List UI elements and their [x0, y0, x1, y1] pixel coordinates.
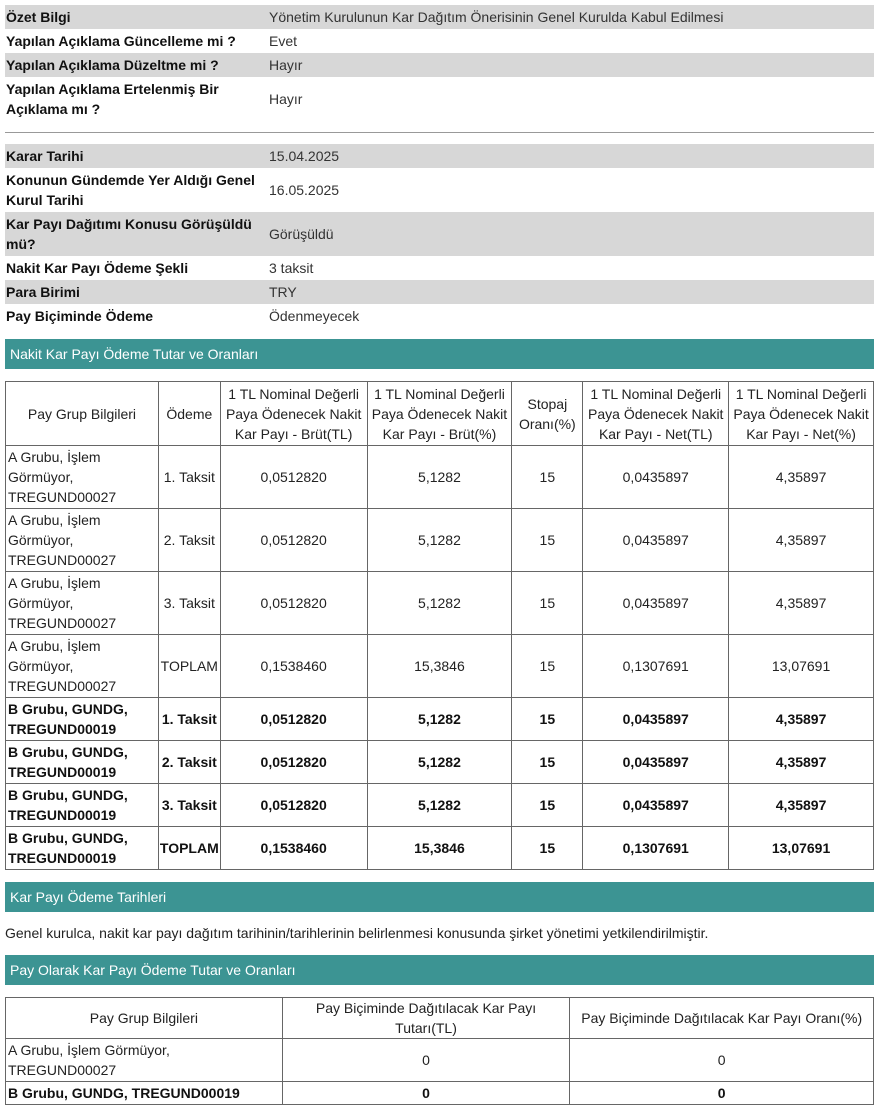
net-tl-cell: 0,0435897 — [583, 698, 729, 741]
details-label: Para Birimi — [6, 284, 80, 300]
net-tl-cell: 0,0435897 — [583, 446, 729, 509]
details-value: Ödenmeyecek — [269, 308, 360, 324]
withholding-cell: 15 — [512, 446, 583, 509]
withholding-cell: 15 — [512, 698, 583, 741]
details-label: Karar Tarihi — [6, 148, 84, 164]
gross-pct-cell: 5,1282 — [367, 784, 512, 827]
details-row — [5, 212, 874, 256]
summary-value: Hayır — [269, 91, 303, 107]
group-cell: A Grubu, İşlem Görmüyor, TREGUND00027 — [6, 1039, 283, 1082]
withholding-cell: 15 — [512, 784, 583, 827]
summary-row — [5, 53, 874, 77]
gross-pct-cell: 5,1282 — [367, 698, 512, 741]
table-row — [6, 784, 874, 827]
group-cell: B Grubu, GUNDG, TREGUND00019 — [6, 827, 159, 870]
payment-cell: 1. Taksit — [158, 698, 220, 741]
payment-cell: 3. Taksit — [158, 572, 220, 635]
dates-section-title: Kar Payı Ödeme Tarihleri — [5, 882, 874, 912]
gross-tl-cell: 0,0512820 — [220, 509, 367, 572]
group-cell: A Grubu, İşlem Görmüyor, TREGUND00027 — [6, 572, 159, 635]
payment-cell: 3. Taksit — [158, 784, 220, 827]
net-pct-cell: 4,35897 — [729, 509, 874, 572]
amount-cell: 0 — [282, 1082, 570, 1105]
gross-pct-cell: 15,3846 — [367, 635, 512, 698]
summary-value: Yönetim Kurulunun Kar Dağıtım Önerisinin Genel Kurulda Kabul Edilmesi — [269, 9, 724, 25]
summary-label: Yapılan Açıklama Ertelenmiş Bir Açıklama mı ? — [6, 81, 219, 117]
summary-label: Yapılan Açıklama Düzeltme mi ? — [6, 57, 219, 73]
group-cell: B Grubu, GUNDG, TREGUND00019 — [6, 784, 159, 827]
payment-cell: TOPLAM — [158, 635, 220, 698]
withholding-cell: 15 — [512, 635, 583, 698]
gross-pct-cell: 5,1282 — [367, 509, 512, 572]
rate-cell: 0 — [570, 1039, 874, 1082]
net-tl-cell: 0,1307691 — [583, 827, 729, 870]
table-header-row — [6, 382, 874, 446]
table-header-row — [6, 998, 874, 1039]
dates-note: Genel kurulca, nakit kar payı dağıtım tarihinin/tarihlerinin belirlenmesi konusunda şirket yönetimi yetkilendirilmiştir. — [5, 925, 709, 941]
column-header: Stopaj Oranı(%) — [512, 382, 583, 446]
payment-cell: TOPLAM — [158, 827, 220, 870]
withholding-cell: 15 — [512, 572, 583, 635]
details-value: 15.04.2025 — [269, 148, 340, 164]
cash-section-title: Nakit Kar Payı Ödeme Tutar ve Oranları — [5, 339, 874, 369]
gross-pct-cell: 5,1282 — [367, 741, 512, 784]
summary-label: Özet Bilgi — [6, 9, 71, 25]
column-header: Pay Biçiminde Dağıtılacak Kar Payı Oranı(%) — [570, 998, 874, 1039]
gross-pct-cell: 5,1282 — [367, 446, 512, 509]
table-row — [6, 572, 874, 635]
share-section-title: Pay Olarak Kar Payı Ödeme Tutar ve Oranları — [5, 955, 874, 985]
gross-tl-cell: 0,0512820 — [220, 741, 367, 784]
withholding-cell: 15 — [512, 827, 583, 870]
net-pct-cell: 13,07691 — [729, 827, 874, 870]
gross-tl-cell: 0,0512820 — [220, 446, 367, 509]
gross-tl-cell: 0,0512820 — [220, 784, 367, 827]
group-cell: B Grubu, GUNDG, TREGUND00019 — [6, 1082, 283, 1105]
net-pct-cell: 4,35897 — [729, 741, 874, 784]
gross-tl-cell: 0,1538460 — [220, 635, 367, 698]
summary-row — [5, 29, 874, 53]
section-divider — [5, 132, 874, 133]
details-value: Görüşüldü — [269, 226, 334, 242]
net-pct-cell: 4,35897 — [729, 446, 874, 509]
summary-value: Evet — [269, 33, 298, 49]
table-row — [6, 1039, 874, 1082]
net-pct-cell: 4,35897 — [729, 698, 874, 741]
group-cell: A Grubu, İşlem Görmüyor, TREGUND00027 — [6, 446, 159, 509]
share-dividend-table — [5, 997, 874, 1105]
table-row — [6, 635, 874, 698]
details-label: Kar Payı Dağıtımı Konusu Görüşüldü mü? — [6, 216, 252, 252]
withholding-cell: 15 — [512, 741, 583, 784]
group-cell: B Grubu, GUNDG, TREGUND00019 — [6, 741, 159, 784]
column-header: 1 TL Nominal Değerli Paya Ödenecek Nakit Kar Payı - Brüt(TL) — [220, 382, 367, 446]
group-cell: A Grubu, İşlem Görmüyor, TREGUND00027 — [6, 509, 159, 572]
table-row — [6, 1082, 874, 1105]
details-row — [5, 256, 874, 280]
column-header: Pay Biçiminde Dağıtılacak Kar Payı Tutarı(TL) — [282, 998, 570, 1039]
net-pct-cell: 4,35897 — [729, 572, 874, 635]
column-header: Pay Grup Bilgileri — [6, 998, 283, 1039]
payment-cell: 2. Taksit — [158, 741, 220, 784]
gross-pct-cell: 15,3846 — [367, 827, 512, 870]
net-tl-cell: 0,0435897 — [583, 572, 729, 635]
column-header: 1 TL Nominal Değerli Paya Ödenecek Nakit Kar Payı - Brüt(%) — [367, 382, 512, 446]
details-value: 3 taksit — [269, 260, 314, 276]
details-value: TRY — [269, 284, 297, 300]
summary-value: Hayır — [269, 57, 303, 73]
details-label: Konunun Gündemde Yer Aldığı Genel Kurul Tarihi — [6, 172, 255, 208]
column-header: 1 TL Nominal Değerli Paya Ödenecek Nakit Kar Payı - Net(TL) — [583, 382, 729, 446]
column-header: Ödeme — [158, 382, 220, 446]
details-value: 16.05.2025 — [269, 182, 340, 198]
details-row — [5, 168, 874, 212]
group-cell: A Grubu, İşlem Görmüyor, TREGUND00027 — [6, 635, 159, 698]
gross-tl-cell: 0,0512820 — [220, 572, 367, 635]
summary-row — [5, 5, 874, 29]
net-pct-cell: 4,35897 — [729, 784, 874, 827]
details-table — [5, 144, 874, 328]
table-row — [6, 827, 874, 870]
details-row — [5, 304, 874, 328]
details-row — [5, 280, 874, 304]
details-label: Pay Biçiminde Ödeme — [6, 308, 154, 324]
payment-cell: 2. Taksit — [158, 509, 220, 572]
details-row — [5, 144, 874, 168]
gross-pct-cell: 5,1282 — [367, 572, 512, 635]
table-row — [6, 741, 874, 784]
net-tl-cell: 0,1307691 — [583, 635, 729, 698]
net-tl-cell: 0,0435897 — [583, 509, 729, 572]
amount-cell: 0 — [282, 1039, 570, 1082]
group-cell: B Grubu, GUNDG, TREGUND00019 — [6, 698, 159, 741]
disclosure-page — [5, 5, 874, 1105]
details-label: Nakit Kar Payı Ödeme Şekli — [6, 260, 189, 276]
table-row — [6, 509, 874, 572]
gross-tl-cell: 0,1538460 — [220, 827, 367, 870]
cash-dividend-table — [5, 381, 874, 870]
column-header: 1 TL Nominal Değerli Paya Ödenecek Nakit Kar Payı - Net(%) — [729, 382, 874, 446]
summary-table — [5, 5, 874, 121]
gross-tl-cell: 0,0512820 — [220, 698, 367, 741]
payment-cell: 1. Taksit — [158, 446, 220, 509]
net-tl-cell: 0,0435897 — [583, 784, 729, 827]
column-header: Pay Grup Bilgileri — [6, 382, 159, 446]
net-pct-cell: 13,07691 — [729, 635, 874, 698]
table-row — [6, 698, 874, 741]
summary-label: Yapılan Açıklama Güncelleme mi ? — [6, 33, 236, 49]
net-tl-cell: 0,0435897 — [583, 741, 729, 784]
withholding-cell: 15 — [512, 509, 583, 572]
summary-row — [5, 77, 874, 121]
rate-cell: 0 — [570, 1082, 874, 1105]
table-row — [6, 446, 874, 509]
